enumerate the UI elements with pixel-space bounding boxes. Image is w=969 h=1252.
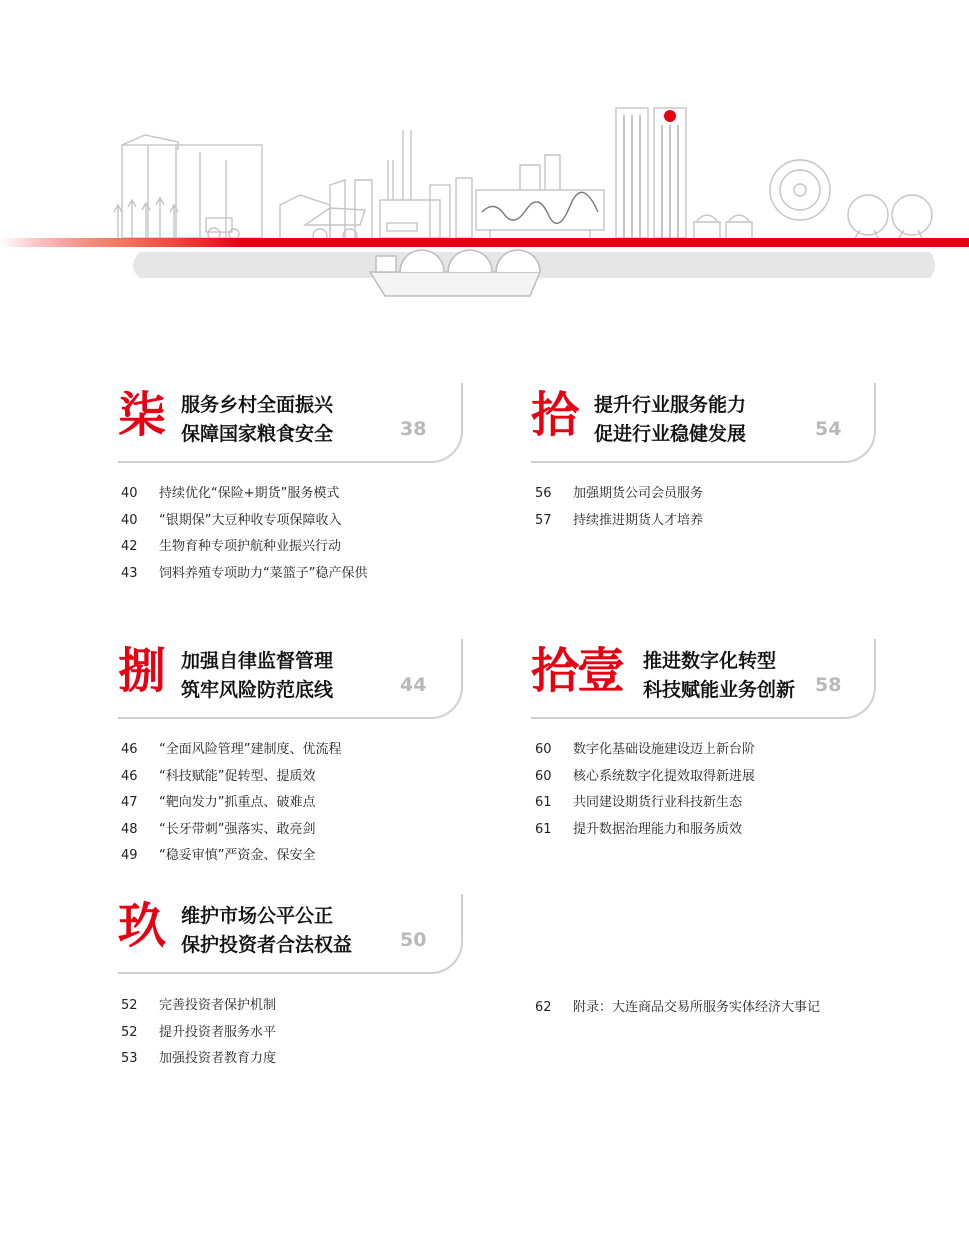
- toc-item-page: 40: [121, 512, 138, 528]
- toc-list-rural-revitalization: [121, 481, 367, 587]
- toc-item-page: 61: [535, 821, 552, 837]
- toc-list-industry-service: [535, 481, 703, 534]
- section-page-number: 54: [815, 418, 842, 440]
- section-investor-protection: [118, 894, 463, 979]
- toc-item-page: 46: [121, 742, 138, 757]
- toc-item-text: 加强投资者教育力度: [159, 1051, 277, 1066]
- toc-item-text: “稳妥审慎”严资金、保安全: [159, 848, 316, 863]
- toc-item-text: “科技赋能”促转型、提质效: [159, 768, 316, 784]
- toc-item[interactable]: [121, 843, 341, 870]
- exchange-logo-mark: [664, 110, 676, 122]
- section-industry-service: [531, 383, 876, 468]
- section-chapter-character: 玖: [118, 898, 165, 954]
- toc-item[interactable]: [121, 817, 341, 844]
- toc-item-text: 加强期货公司会员服务: [573, 486, 704, 501]
- section-chapter-character: 拾: [531, 387, 578, 443]
- toc-item-page: 60: [535, 742, 552, 757]
- toc-item-text: 持续推进期货人才培养: [573, 512, 704, 528]
- toc-item-page: 61: [535, 795, 552, 810]
- section-chapter-character: 柒: [118, 387, 165, 443]
- toc-item-page: 53: [121, 1051, 138, 1066]
- section-title-line2: 保障国家粮食安全: [181, 423, 334, 445]
- section-title-line2: 科技赋能业务创新: [643, 679, 796, 701]
- skyline-banner-illustration: [0, 95, 969, 310]
- toc-item-text: 持续优化“保险+期货”服务模式: [159, 486, 340, 501]
- toc-item[interactable]: [121, 790, 341, 817]
- toc-list-digital-transformation: [535, 737, 755, 843]
- toc-item-text: “靶向发力”抓重点、破难点: [159, 795, 316, 810]
- toc-item-page: 49: [121, 848, 138, 863]
- toc-item-page: 52: [121, 998, 138, 1013]
- toc-item-text: 完善投资者保护机制: [159, 998, 277, 1013]
- toc-item[interactable]: [121, 1046, 276, 1073]
- section-title: [181, 647, 333, 705]
- red-horizon-line: [0, 238, 969, 247]
- toc-item-text: 生物育种专项护航种业振兴行动: [159, 539, 342, 554]
- toc-item[interactable]: [535, 508, 703, 535]
- section-title: [181, 391, 333, 449]
- toc-item[interactable]: [535, 764, 755, 791]
- toc-item[interactable]: [535, 790, 755, 817]
- toc-item-page: 42: [121, 539, 138, 554]
- toc-item-page: 46: [121, 768, 138, 784]
- toc-item[interactable]: [121, 481, 367, 508]
- toc-item[interactable]: [535, 481, 703, 508]
- toc-item-page: 52: [121, 1024, 138, 1040]
- toc-item[interactable]: [121, 1020, 276, 1047]
- toc-item-text: 核心系统数字化提效取得新进展: [573, 768, 756, 784]
- section-title: [594, 391, 746, 449]
- toc-item-text: 提升投资者服务水平: [159, 1024, 277, 1040]
- section-title-line2: 促进行业稳健发展: [594, 423, 747, 445]
- toc-item[interactable]: [121, 508, 367, 535]
- toc-item-text: 饲料养殖专项助力“菜篮子”稳产保供: [159, 565, 368, 581]
- section-title-line2: 保护投资者合法权益: [181, 934, 353, 956]
- toc-item-page: 62: [535, 1000, 552, 1015]
- toc-item[interactable]: [121, 561, 367, 588]
- toc-item-text: 共同建设期货行业科技新生态: [573, 795, 743, 810]
- toc-list-investor-protection: [121, 993, 276, 1073]
- toc-item-text: 附录：大连商品交易所服务实体经济大事记: [573, 1000, 821, 1015]
- toc-list-appendix: [535, 995, 820, 1022]
- toc-item-page: 47: [121, 795, 138, 810]
- section-page-number: 44: [400, 674, 427, 696]
- section-title-line1: 提升行业服务能力: [594, 394, 747, 416]
- section-chapter-character: 拾壹: [531, 643, 624, 699]
- section-title-line2: 筑牢风险防范底线: [181, 679, 334, 701]
- toc-item-text: “银期保”大豆种收专项保障收入: [159, 512, 342, 528]
- skyline-structures: [114, 108, 932, 243]
- toc-item-text: 数字化基础设施建设迈上新台阶: [573, 742, 756, 757]
- toc-item-text: 提升数据治理能力和服务质效: [573, 821, 743, 837]
- toc-item[interactable]: [535, 817, 755, 844]
- toc-list-self-regulation: [121, 737, 341, 870]
- toc-item-page: 40: [121, 486, 138, 501]
- section-title-line1: 加强自律监督管理: [181, 650, 334, 672]
- section-title: [181, 902, 352, 960]
- toc-item[interactable]: [121, 534, 367, 561]
- section-digital-transformation: [531, 639, 876, 724]
- toc-item-page: 57: [535, 512, 552, 528]
- section-title-line1: 推进数字化转型: [643, 650, 777, 672]
- section-rural-revitalization: [118, 383, 463, 468]
- section-self-regulation: [118, 639, 463, 724]
- section-page-number: 38: [400, 418, 427, 440]
- toc-item-page: 48: [121, 821, 138, 837]
- toc-item-text: “全面风险管理”建制度、优流程: [159, 742, 342, 757]
- toc-item-page: 56: [535, 486, 552, 501]
- section-page-number: 50: [400, 929, 427, 951]
- toc-item-page: 43: [121, 565, 138, 581]
- toc-item-text: “长牙带刺”强落实、敢亮剑: [159, 821, 316, 837]
- section-title-line1: 服务乡村全面振兴: [181, 394, 334, 416]
- lng-ship-icon: [370, 250, 540, 296]
- section-chapter-character: 捌: [118, 643, 165, 699]
- section-page-number: 58: [815, 674, 842, 696]
- section-title: [643, 647, 795, 705]
- toc-item[interactable]: [121, 764, 341, 791]
- toc-item[interactable]: [121, 737, 341, 764]
- toc-item-appendix[interactable]: [535, 995, 820, 1022]
- toc-item[interactable]: [121, 993, 276, 1020]
- toc-item-page: 60: [535, 768, 552, 784]
- toc-item[interactable]: [535, 737, 755, 764]
- section-title-line1: 维护市场公平公正: [181, 905, 334, 927]
